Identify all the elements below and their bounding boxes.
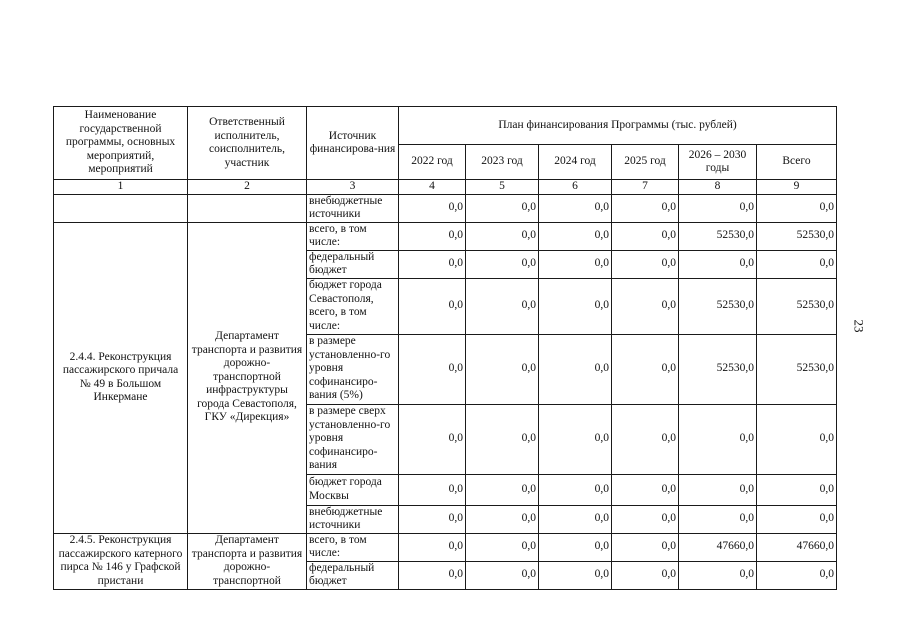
value-cell: 0,0 bbox=[466, 404, 539, 474]
executor-cell: Департамент транспорта и развития дорожно-транспортной bbox=[188, 533, 307, 589]
source-cell: бюджет города Москвы bbox=[307, 474, 399, 505]
value-cell: 0,0 bbox=[612, 561, 679, 589]
value-cell: 47660,0 bbox=[679, 533, 757, 561]
column-numbers-row bbox=[54, 180, 837, 195]
value-cell: 0,0 bbox=[466, 278, 539, 334]
value-cell: 0,0 bbox=[757, 505, 837, 533]
header-executor: Ответственный исполнитель, соисполнитель, участник bbox=[188, 107, 307, 180]
value-cell: 52530,0 bbox=[679, 222, 757, 250]
source-cell: федеральный бюджет bbox=[307, 250, 399, 278]
source-cell: внебюджетные источники bbox=[307, 194, 399, 222]
year-header: 2026 – 2030 годы bbox=[679, 145, 757, 180]
financing-table bbox=[53, 106, 837, 590]
value-cell: 0,0 bbox=[757, 474, 837, 505]
value-cell: 0,0 bbox=[399, 404, 466, 474]
source-cell: в размере сверх установленно-го уровня софинансиро-вания bbox=[307, 404, 399, 474]
value-cell: 0,0 bbox=[757, 561, 837, 589]
value-cell: 0,0 bbox=[679, 194, 757, 222]
value-cell: 0,0 bbox=[539, 561, 612, 589]
program-name-cell: 2.4.4. Реконструкция пассажирского причала № 49 в Большом Инкермане bbox=[54, 222, 188, 533]
header-row bbox=[54, 107, 837, 145]
value-cell: 0,0 bbox=[679, 505, 757, 533]
value-cell: 0,0 bbox=[679, 474, 757, 505]
value-cell: 52530,0 bbox=[679, 334, 757, 404]
value-cell: 0,0 bbox=[679, 404, 757, 474]
value-cell: 0,0 bbox=[539, 533, 612, 561]
page-number: 23 bbox=[851, 319, 867, 333]
value-cell: 0,0 bbox=[399, 474, 466, 505]
value-cell: 0,0 bbox=[399, 505, 466, 533]
column-number: 3 bbox=[307, 180, 399, 195]
source-cell: бюджет города Севастополя, всего, в том числе: bbox=[307, 278, 399, 334]
value-cell: 0,0 bbox=[399, 278, 466, 334]
value-cell: 0,0 bbox=[757, 404, 837, 474]
value-cell: 0,0 bbox=[466, 533, 539, 561]
value-cell: 0,0 bbox=[539, 505, 612, 533]
header-program-name: Наименование государственной программы, основных мероприятий, мероприятий bbox=[54, 107, 188, 180]
value-cell: 0,0 bbox=[679, 250, 757, 278]
value-cell: 0,0 bbox=[679, 561, 757, 589]
column-number: 9 bbox=[757, 180, 837, 195]
value-cell: 0,0 bbox=[612, 194, 679, 222]
column-number: 7 bbox=[612, 180, 679, 195]
value-cell: 0,0 bbox=[466, 250, 539, 278]
column-number: 2 bbox=[188, 180, 307, 195]
header-plan: План финансирования Программы (тыс. рублей) bbox=[399, 107, 837, 145]
value-cell: 52530,0 bbox=[757, 334, 837, 404]
value-cell: 0,0 bbox=[757, 250, 837, 278]
value-cell: 0,0 bbox=[612, 334, 679, 404]
year-header: 2023 год bbox=[466, 145, 539, 180]
value-cell: 0,0 bbox=[539, 474, 612, 505]
value-cell: 0,0 bbox=[539, 194, 612, 222]
column-number: 6 bbox=[539, 180, 612, 195]
column-number: 8 bbox=[679, 180, 757, 195]
value-cell: 0,0 bbox=[612, 404, 679, 474]
executor-cell: Департамент транспорта и развития дорожно-транспортной инфраструктуры города Севастополя, ГКУ «Дирекция» bbox=[188, 222, 307, 533]
value-cell: 0,0 bbox=[466, 505, 539, 533]
value-cell: 0,0 bbox=[466, 474, 539, 505]
value-cell: 0,0 bbox=[466, 561, 539, 589]
value-cell: 0,0 bbox=[399, 533, 466, 561]
value-cell: 52530,0 bbox=[757, 222, 837, 250]
header-source: Источник финансирова-ния bbox=[307, 107, 399, 180]
program-name-cell: 2.4.5. Реконструкция пассажирского катерного пирса № 146 у Графской пристани bbox=[54, 533, 188, 589]
source-cell: в размере установленно-го уровня софинансиро-вания (5%) bbox=[307, 334, 399, 404]
value-cell: 0,0 bbox=[466, 194, 539, 222]
value-cell: 0,0 bbox=[612, 250, 679, 278]
value-cell: 52530,0 bbox=[679, 278, 757, 334]
source-cell: внебюджетные источники bbox=[307, 505, 399, 533]
value-cell: 0,0 bbox=[539, 250, 612, 278]
value-cell: 0,0 bbox=[539, 404, 612, 474]
table-row bbox=[54, 194, 837, 222]
value-cell: 0,0 bbox=[612, 222, 679, 250]
value-cell: 52530,0 bbox=[757, 278, 837, 334]
value-cell: 0,0 bbox=[399, 222, 466, 250]
empty-cell bbox=[54, 194, 188, 222]
empty-cell bbox=[188, 194, 307, 222]
source-cell: всего, в том числе: bbox=[307, 222, 399, 250]
value-cell: 0,0 bbox=[539, 334, 612, 404]
value-cell: 0,0 bbox=[539, 278, 612, 334]
value-cell: 0,0 bbox=[539, 222, 612, 250]
value-cell: 0,0 bbox=[399, 334, 466, 404]
year-header: 2025 год bbox=[612, 145, 679, 180]
value-cell: 0,0 bbox=[466, 334, 539, 404]
year-header: 2024 год bbox=[539, 145, 612, 180]
value-cell: 0,0 bbox=[612, 533, 679, 561]
value-cell: 47660,0 bbox=[757, 533, 837, 561]
table-row bbox=[54, 533, 837, 561]
value-cell: 0,0 bbox=[612, 505, 679, 533]
value-cell: 0,0 bbox=[399, 561, 466, 589]
year-header: Всего bbox=[757, 145, 837, 180]
table-row bbox=[54, 222, 837, 250]
value-cell: 0,0 bbox=[612, 474, 679, 505]
source-cell: всего, в том числе: bbox=[307, 533, 399, 561]
column-number: 5 bbox=[466, 180, 539, 195]
column-number: 4 bbox=[399, 180, 466, 195]
column-number: 1 bbox=[54, 180, 188, 195]
year-header: 2022 год bbox=[399, 145, 466, 180]
value-cell: 0,0 bbox=[612, 278, 679, 334]
source-cell: федеральный бюджет bbox=[307, 561, 399, 589]
value-cell: 0,0 bbox=[466, 222, 539, 250]
value-cell: 0,0 bbox=[757, 194, 837, 222]
value-cell: 0,0 bbox=[399, 194, 466, 222]
value-cell: 0,0 bbox=[399, 250, 466, 278]
